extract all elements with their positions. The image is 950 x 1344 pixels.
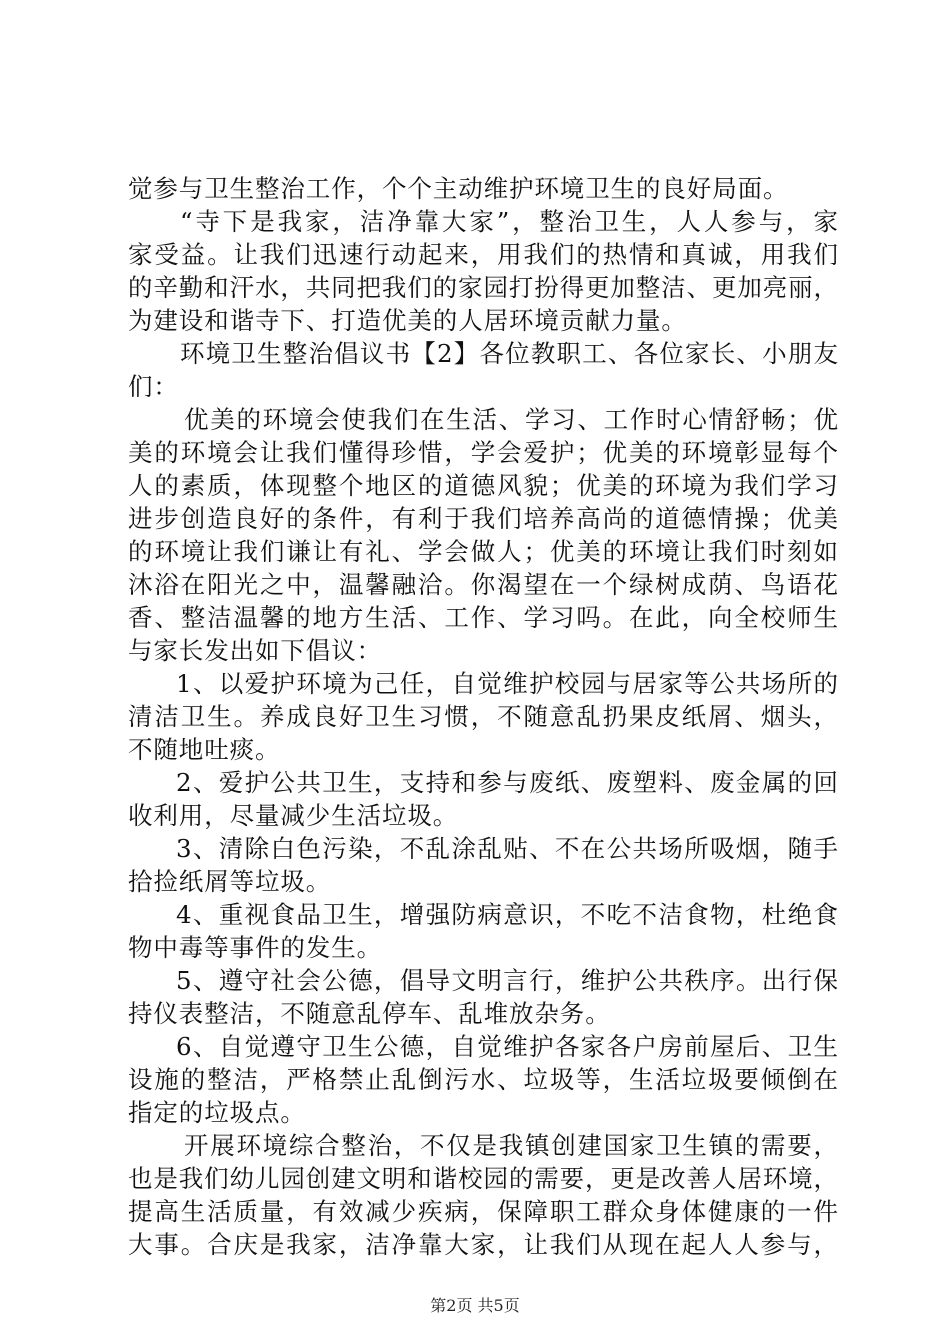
- text-line: 大事。合庆是我家，洁净靠大家，让我们从现在起人人参与，: [128, 1230, 838, 1259]
- text-line: “寺下是我家，洁净靠大家”，整治卫生，人人参与，家: [180, 207, 838, 236]
- text-line: 美的环境会让我们懂得珍惜，学会爱护；优美的环境彰显每个: [128, 438, 838, 467]
- text-line: 与家长发出如下倡议：: [128, 636, 382, 665]
- text-line: 物中毒等事件的发生。: [128, 933, 382, 962]
- text-line: 也是我们幼儿园创建文明和谐校园的需要，更是改善人居环境，: [128, 1164, 838, 1193]
- text-line: 拾捡纸屑等垃圾。: [128, 867, 332, 896]
- list-item-line: 4、重视食品卫生，增强防病意识，不吃不洁食物，杜绝食: [176, 900, 838, 929]
- page-number-footer: 第2页 共5页: [430, 1296, 520, 1315]
- document-body: [128, 172, 838, 1261]
- text-line: 持仪表整洁，不随意乱停车、乱堆放杂务。: [128, 999, 611, 1028]
- text-line: 觉参与卫生整治工作，个个主动维护环境卫生的良好局面。: [128, 174, 789, 203]
- list-item-line: 2、爱护公共卫生，支持和参与废纸、废塑料、废金属的回: [176, 768, 838, 797]
- text-line: 不随地吐痰。: [128, 735, 281, 764]
- list-item-line: 1、以爱护环境为己任，自觉维护校园与居家等公共场所的: [176, 669, 838, 698]
- text-line: 设施的整洁，严格禁止乱倒污水、垃圾等，生活垃圾要倾倒在: [128, 1065, 838, 1094]
- text-line: 香、整洁温馨的地方生活、工作、学习吗。在此，向全校师生: [128, 603, 838, 632]
- text-line: 人的素质，体现整个地区的道德风貌；优美的环境为我们学习: [128, 471, 838, 500]
- text-line: 优美的环境会使我们在生活、学习、工作时心情舒畅；优: [184, 405, 838, 434]
- text-line: 沐浴在阳光之中，温馨融洽。你渴望在一个绿树成荫、鸟语花: [128, 570, 838, 599]
- text-line: 提高生活质量，有效减少疾病，保障职工群众身体健康的一件: [128, 1197, 838, 1226]
- text-line: 指定的垃圾点。: [128, 1098, 306, 1127]
- text-line: 进步创造良好的条件，有利于我们培养高尚的道德情操；优美: [128, 504, 838, 533]
- text-line: 为建设和谐寺下、打造优美的人居环境贡献力量。: [128, 306, 687, 335]
- text-line: 家受益。让我们迅速行动起来，用我们的热情和真诚，用我们: [128, 240, 838, 269]
- text-line: 的环境让我们谦让有礼、学会做人；优美的环境让我们时刻如: [128, 537, 838, 566]
- text-line: 开展环境综合整治，不仅是我镇创建国家卫生镇的需要，: [184, 1131, 838, 1160]
- list-item-line: 3、清除白色污染，不乱涂乱贴、不在公共场所吸烟，随手: [176, 834, 838, 863]
- text-line: 的辛勤和汗水，共同把我们的家园打扮得更加整洁、更加亮丽，: [128, 273, 838, 302]
- text-line: 收利用，尽量减少生活垃圾。: [128, 801, 459, 830]
- list-item-line: 6、自觉遵守卫生公德，自觉维护各家各户房前屋后、卫生: [176, 1032, 838, 1061]
- text-line: 们：: [128, 372, 179, 401]
- list-item-line: 5、遵守社会公德，倡导文明言行，维护公共秩序。出行保: [176, 966, 838, 995]
- section-heading-line: 环境卫生整治倡议书【2】各位教职工、各位家长、小朋友: [180, 339, 838, 368]
- text-line: 清洁卫生。养成良好卫生习惯，不随意乱扔果皮纸屑、烟头，: [128, 702, 838, 731]
